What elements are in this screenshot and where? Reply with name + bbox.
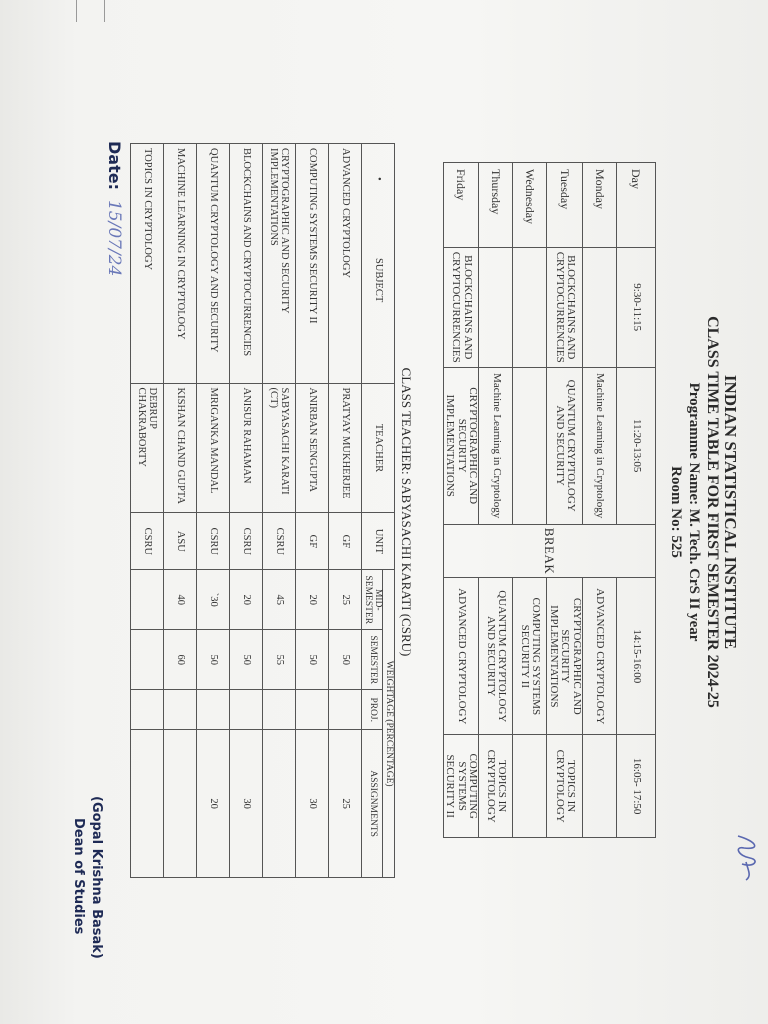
subject-row — [230, 144, 263, 878]
room-number: Room No: 525 — [668, 466, 684, 558]
assign-cell: 20 — [197, 730, 230, 878]
slot-cell: TOPICS IN CRYPTOLOGY — [479, 735, 513, 838]
slot-cell: TOPICS IN CRYPTOLOGY — [547, 735, 583, 838]
timetable-row — [443, 163, 479, 838]
slot-cell: CRYPTOGRAPHIC AND SECURITY IMPLEMENTATIONS — [547, 578, 583, 735]
sem-cell: 60 — [164, 630, 197, 690]
programme-name: Programme Name: M. Tech. CrS II year — [686, 382, 702, 642]
semester-header: SEMESTER — [362, 630, 383, 690]
teacher-cell: KISHAN CHAND GUPTA — [164, 383, 197, 513]
subject-row — [296, 144, 329, 878]
subject-cell: MACHINE LEARNING IN CRYPTOLOGY — [164, 144, 197, 384]
proj-cell — [329, 690, 362, 730]
proj-cell — [131, 690, 164, 730]
date-line — [104, 141, 124, 276]
teacher-cell: ANIRBAN SENGUPTA — [296, 383, 329, 513]
unit-header: UNIT — [362, 513, 395, 570]
unit-cell: CSRU — [230, 513, 263, 570]
slot-cell: ADVANCED CRYPTOLOGY — [583, 578, 617, 735]
subject-row — [263, 144, 296, 878]
day-cell: Monday — [583, 163, 617, 248]
signatory-name: (Gopal Krishna Basak) — [89, 796, 104, 959]
assign-cell: 30 — [296, 730, 329, 878]
header-bullet: • — [372, 177, 384, 181]
slot-cell: QUANTUM CRYPTOLOGY AND SECURITY — [479, 578, 513, 735]
slot-cell: QUANTUM CRYPTOLOGY AND SECURITY — [547, 367, 583, 524]
subject-row — [131, 144, 164, 878]
proj-cell — [230, 690, 263, 730]
teacher-cell: MRIGANKA MANDAL — [197, 383, 230, 513]
unit-cell: CSRU — [263, 513, 296, 570]
timetable-row — [583, 163, 617, 838]
proj-cell — [263, 690, 296, 730]
handwritten-date: 15/07/24 — [104, 199, 124, 277]
signature — [726, 828, 768, 888]
slot-cell — [583, 247, 617, 367]
timetable — [443, 162, 656, 838]
slot-cell: Machine Learning in Cryptology — [583, 367, 617, 524]
teacher-cell: ANISUR RAHAMAN — [230, 383, 263, 513]
slot-cell: CRYPTOGRAPHIC AND SECURITY IMPLEMENTATIONS — [443, 367, 479, 524]
slot-cell: Machine Learning in Cryptology — [479, 367, 513, 524]
weightage-header: WEIGHTAGE (PERCENTAGE) — [383, 570, 395, 878]
timetable-row — [547, 163, 583, 838]
slot-cell — [513, 247, 547, 367]
teacher-cell: DEBRUP CHAKRABORTY — [131, 383, 164, 513]
assign-cell — [263, 730, 296, 878]
header-day: Day — [617, 163, 656, 248]
mid-cell: 20 — [296, 570, 329, 630]
subject-cell: ADVANCED CRYPTOLOGY — [329, 144, 362, 384]
sem-cell: 50 — [329, 630, 362, 690]
mid-cell: `30 — [197, 570, 230, 630]
project-header: PROJ. — [362, 690, 383, 730]
unit-cell: GF — [329, 513, 362, 570]
slot-cell: ADVANCED CRYPTOLOGY — [443, 578, 479, 735]
mid-cell: 45 — [263, 570, 296, 630]
document-title: CLASS TIME TABLE FOR FIRST SEMESTER 2024-25 — [704, 316, 721, 708]
slot-cell — [583, 735, 617, 838]
unit-cell: CSRU — [131, 513, 164, 570]
header-slot-2: 11:20-13:05 — [617, 367, 656, 524]
mid-cell — [131, 570, 164, 630]
subjects-header-row — [383, 144, 395, 878]
proj-cell — [197, 690, 230, 730]
institute-name: INDIAN STATISTICAL INSTITUTE — [721, 374, 740, 650]
slot-cell: BLOCKCHAINS AND CRYPTOCURRENCIES — [547, 247, 583, 367]
header-slot-4: 16:05- 17:50 — [617, 735, 656, 838]
day-cell: Friday — [443, 163, 479, 248]
slot-cell — [513, 367, 547, 524]
subject-row — [197, 144, 230, 878]
timetable-header-row — [617, 163, 656, 838]
assign-cell: 25 — [329, 730, 362, 878]
timetable-row — [479, 163, 513, 838]
sem-cell: 55 — [263, 630, 296, 690]
subject-cell: BLOCKCHAINS AND CRYPTOCURRENCIES — [230, 144, 263, 384]
mid-semester-header: MID-SEMESTER — [362, 570, 383, 630]
subject-header: • SUBJECT — [362, 144, 395, 384]
slot-cell — [513, 735, 547, 838]
mid-cell: 40 — [164, 570, 197, 630]
break-column: BREAK — [443, 524, 655, 578]
assign-cell — [131, 730, 164, 878]
mid-cell: 20 — [230, 570, 263, 630]
slot-cell: COMPUTING SYSTEMS SECURITY II — [443, 735, 479, 838]
class-teacher: CLASS TEACHER: SABYASACHI KARATI (CSRU) — [399, 367, 414, 657]
sem-cell: 50 — [197, 630, 230, 690]
unit-cell: ASU — [164, 513, 197, 570]
proj-cell — [296, 690, 329, 730]
day-cell: Wednesday — [513, 163, 547, 248]
sem-cell: 50 — [230, 630, 263, 690]
teacher-cell: PRATYAY MUKHERJEE — [329, 383, 362, 513]
day-cell: Tuesday — [547, 163, 583, 248]
unit-cell: GF — [296, 513, 329, 570]
slot-cell: COMPUTING SYSTEMS SECURITY II — [513, 578, 547, 735]
teacher-header: TEACHER — [362, 383, 395, 513]
subject-cell: TOPICS IN CRYPTOLOGY — [131, 144, 164, 384]
signatory-title: Dean of Studies — [71, 818, 86, 935]
subject-cell: QUANTUM CRYPTOLOGY AND SECURITY — [197, 144, 230, 384]
subject-row — [164, 144, 197, 878]
slot-cell — [479, 247, 513, 367]
proj-cell — [164, 690, 197, 730]
slot-cell: BLOCKCHAINS AND CRYPTOCURRENCIES — [443, 247, 479, 367]
assignments-header: ASSIGNMENTS — [362, 730, 383, 878]
assign-cell — [164, 730, 197, 878]
timetable-row — [513, 163, 547, 838]
mid-cell: 25 — [329, 570, 362, 630]
assign-cell: 30 — [230, 730, 263, 878]
teacher-cell: SABYASACHI KARATI (CT) — [263, 383, 296, 513]
unit-cell: CSRU — [197, 513, 230, 570]
day-cell: Thursday — [479, 163, 513, 248]
subject-cell: COMPUTING SYSTEMS SECURITY II — [296, 144, 329, 384]
header-slot-3: 14:15-16:00 — [617, 578, 656, 735]
date-label: Date: — [105, 141, 124, 190]
header-slot-1: 9:30-11:15 — [617, 247, 656, 367]
sem-cell: 50 — [296, 630, 329, 690]
sem-cell — [131, 630, 164, 690]
subject-cell: CRYPTOGRAPHIC AND SECURITY IMPLEMENTATIONS — [263, 144, 296, 384]
subjects-table — [130, 143, 395, 878]
subject-row — [329, 144, 362, 878]
